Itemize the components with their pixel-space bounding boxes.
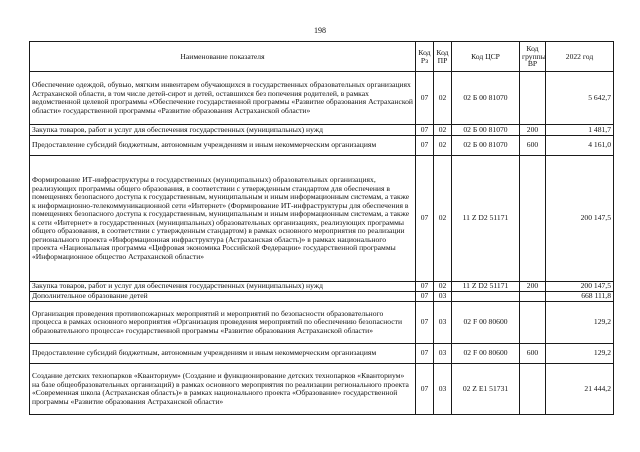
- row-csr: 02 Z E1 51731: [452, 364, 520, 415]
- row-pr: 03: [434, 302, 452, 344]
- row-vr: 200: [520, 125, 546, 136]
- row-amount: 129,2: [546, 344, 614, 364]
- header-name: Наименование показателя: [30, 42, 416, 72]
- row-vr: [520, 364, 546, 415]
- row-vr: 200: [520, 282, 546, 292]
- row-rz: 07: [416, 125, 434, 136]
- row-amount: 21 444,2: [546, 364, 614, 415]
- row-rz: 07: [416, 136, 434, 156]
- table-row: [30, 156, 614, 282]
- row-rz: 07: [416, 302, 434, 344]
- row-csr: 02 Б 00 81070: [452, 125, 520, 136]
- table-header-row: [30, 42, 614, 72]
- row-pr: 02: [434, 282, 452, 292]
- table-row: [30, 72, 614, 125]
- row-rz: 07: [416, 72, 434, 125]
- row-rz: 07: [416, 292, 434, 302]
- table-row: [30, 136, 614, 156]
- row-name: Дополнительное образование детей: [30, 292, 416, 302]
- header-rz: Код Рз: [416, 42, 434, 72]
- header-vr: Код группы ВР: [520, 42, 546, 72]
- row-name: Предоставление субсидий бюджетным, автономным учреждениям и иным некоммерческим организациям: [30, 136, 416, 156]
- row-pr: 02: [434, 72, 452, 125]
- table-row: [30, 302, 614, 344]
- row-pr: 02: [434, 156, 452, 282]
- row-name: Формирование ИТ-инфраструктуры в государственных (муниципальных) образовательных организациях, реализующих программы общего образования, в соответствии с утвержденным стандартом для обеспечения в помещениях безопасного доступа к государственным, муниципальным и иным информационным системам, а также к информационно-телекоммуникационной сети «Интернет» (Формирование ИТ-инфраструктуры для обеспечения в помещениях безопасного доступа к государственным, муниципальным и иным информационным системам, а также к сети «Интернет» в государственных (муниципальных) образовательных организациях, реализующих программы общего образования, в соответствии с утвержденным стандартом) в рамках основного мероприятия по реализации регионального проекта «Информационная инфраструктура (Астраханская область)» в рамках национального проекта «Национальная программа «Цифровая экономика Российской Федерации» государственной программы «Информационное общество Астраханской области»: [30, 156, 416, 282]
- row-vr: [520, 302, 546, 344]
- row-rz: 07: [416, 364, 434, 415]
- page-number: 198: [314, 26, 326, 35]
- row-rz: 07: [416, 282, 434, 292]
- row-amount: 200 147,5: [546, 156, 614, 282]
- table-row: [30, 125, 614, 136]
- row-rz: 07: [416, 156, 434, 282]
- row-vr: [520, 292, 546, 302]
- row-csr: 11 Z D2 51171: [452, 282, 520, 292]
- row-rz: 07: [416, 344, 434, 364]
- row-pr: 03: [434, 364, 452, 415]
- budget-table: [29, 41, 614, 415]
- table-row: [30, 282, 614, 292]
- table-row: [30, 344, 614, 364]
- row-name: Создание детских технопарков «Кванториум» (Создание и функционирование детских технопарков «Кванториум» на базе общеобразовательных организаций) в рамках основного мероприятия по реализации регионального проекта «Современная школа (Астраханская область)» в рамках национального проекта «Образование» государственной программы «Развитие образования Астраханской области»: [30, 364, 416, 415]
- row-csr: 02 Б 00 81070: [452, 136, 520, 156]
- row-pr: 02: [434, 136, 452, 156]
- header-csr: Код ЦСР: [452, 42, 520, 72]
- row-amount: 4 161,0: [546, 136, 614, 156]
- row-name: Обеспечение одеждой, обувью, мягким инвентарем обучающихся в государственных образовательных организациях Астраханской области, в том числе детей-сирот и детей, оставшихся без попечения родителей, в рамках ведомственной целевой программы «Обеспечение государственной программы «Развитие образования Астраханской области» государственной программы «Развитие образования Астраханской области»: [30, 72, 416, 125]
- row-vr: [520, 156, 546, 282]
- row-name: Организация проведения противопожарных мероприятий и мероприятий по безопасности образовательного процесса в рамках основного мероприятия «Организация проведения мероприятий по обеспечению безопасности образовательного процесса» государственной программы «Развитие образования Астраханской области»: [30, 302, 416, 344]
- table-row: [30, 292, 614, 302]
- header-year: 2022 год: [546, 42, 614, 72]
- row-name: Предоставление субсидий бюджетным, автономным учреждениям и иным некоммерческим организациям: [30, 344, 416, 364]
- row-name: Закупка товаров, работ и услуг для обеспечения государственных (муниципальных) нужд: [30, 125, 416, 136]
- row-vr: 600: [520, 136, 546, 156]
- row-csr: 11 Z D2 51171: [452, 156, 520, 282]
- row-pr: 03: [434, 292, 452, 302]
- row-csr: 02 F 00 80600: [452, 344, 520, 364]
- row-name: Закупка товаров, работ и услуг для обеспечения государственных (муниципальных) нужд: [30, 282, 416, 292]
- row-csr: [452, 292, 520, 302]
- row-pr: 02: [434, 125, 452, 136]
- row-amount: 668 111,8: [546, 292, 614, 302]
- row-vr: 600: [520, 344, 546, 364]
- row-vr: [520, 72, 546, 125]
- row-csr: 02 F 00 80600: [452, 302, 520, 344]
- header-pr: Код ПР: [434, 42, 452, 72]
- row-amount: 129,2: [546, 302, 614, 344]
- row-csr: 02 Б 00 81070: [452, 72, 520, 125]
- row-pr: 03: [434, 344, 452, 364]
- table-row: [30, 364, 614, 415]
- row-amount: 1 481,7: [546, 125, 614, 136]
- row-amount: 200 147,5: [546, 282, 614, 292]
- row-amount: 5 642,7: [546, 72, 614, 125]
